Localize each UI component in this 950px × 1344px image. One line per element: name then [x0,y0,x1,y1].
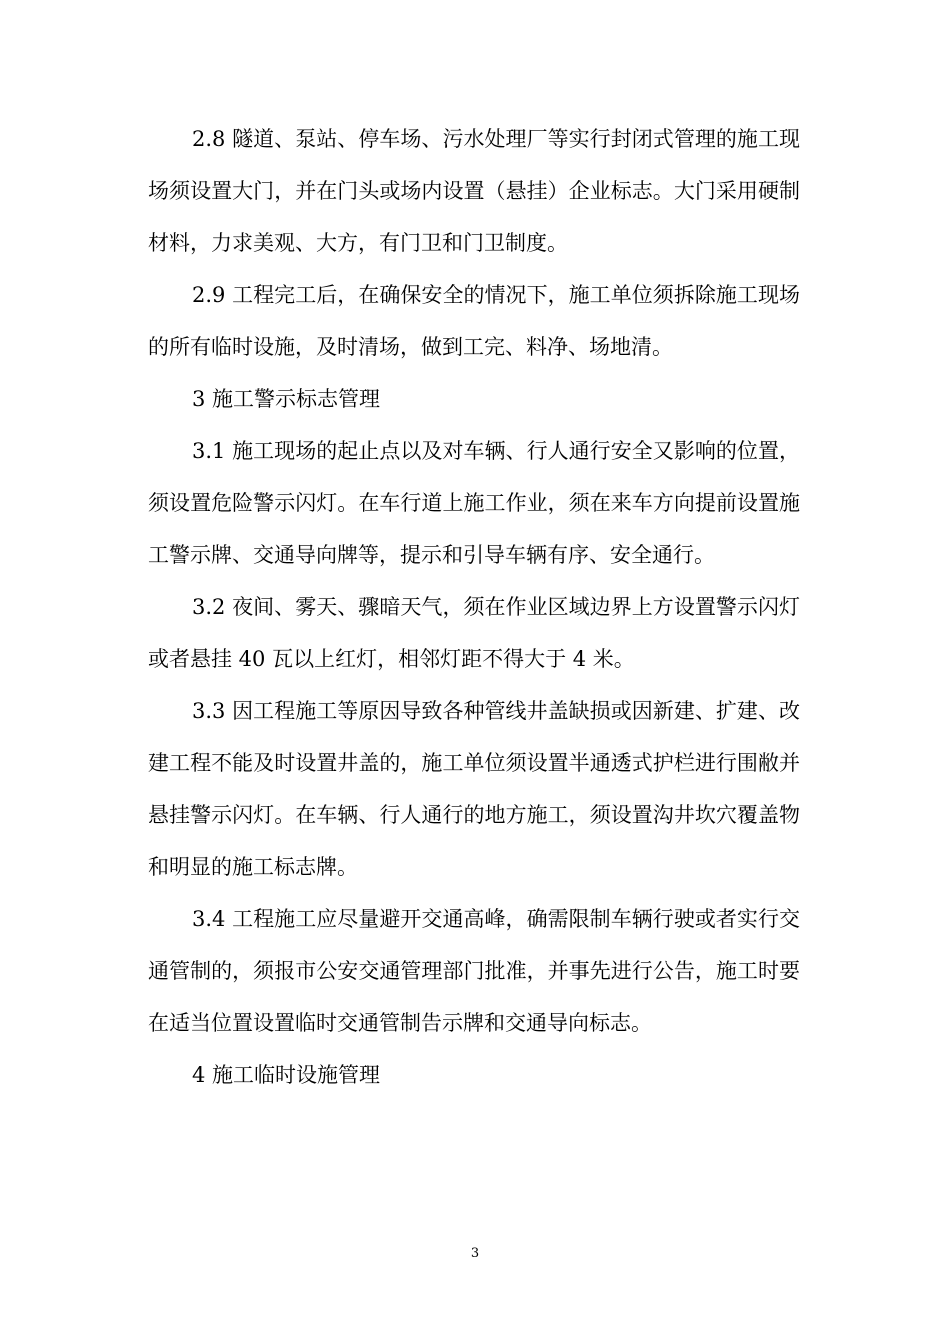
paragraph-3-4: 3.4 工程施工应尽量避开交通高峰，确需限制车辆行驶或者实行交通管制的，须报市公安交通管理部门批准，并事先进行公告，施工时要在适当位置设置临时交通管制告示牌和交通导向标志。 [148,907,800,1035]
section-heading-4: 4 施工临时设施管理 [192,1063,381,1087]
paragraph-2-8: 2.8 隧道、泵站、停车场、污水处理厂等实行封闭式管理的施工现场须设置大门，并在门头或场内设置（悬挂）企业标志。大门采用硬制材料，力求美观、大方，有门卫和门卫制度。 [148,127,800,255]
paragraph-3-3: 3.3 因工程施工等原因导致各种管线井盖缺损或因新建、扩建、改建工程不能及时设置井盖的，施工单位须设置半通透式护栏进行围敝并悬挂警示闪灯。在车辆、行人通行的地方施工，须设置沟井坎穴覆盖物和明显的施工标志牌。 [148,699,800,879]
section-heading-3: 3 施工警示标志管理 [192,387,381,411]
paragraph-2-9: 2.9 工程完工后，在确保安全的情况下，施工单位须拆除施工现场的所有临时设施，及时清场，做到工完、料净、场地清。 [148,283,800,359]
page-number: 3 [470,1246,480,1261]
paragraph-3-2: 3.2 夜间、雾天、骤暗天气，须在作业区域边界上方设置警示闪灯或者悬挂 40 瓦以上红灯，相邻灯距不得大于 4 米。 [148,595,800,671]
paragraph-3-1: 3.1 施工现场的起止点以及对车辆、行人通行安全又影响的位置，须设置危险警示闪灯。在车行道上施工作业，须在来车方向提前设置施工警示牌、交通导向牌等，提示和引导车辆有序、安全通行。 [148,439,800,567]
document-body [148,113,800,1101]
